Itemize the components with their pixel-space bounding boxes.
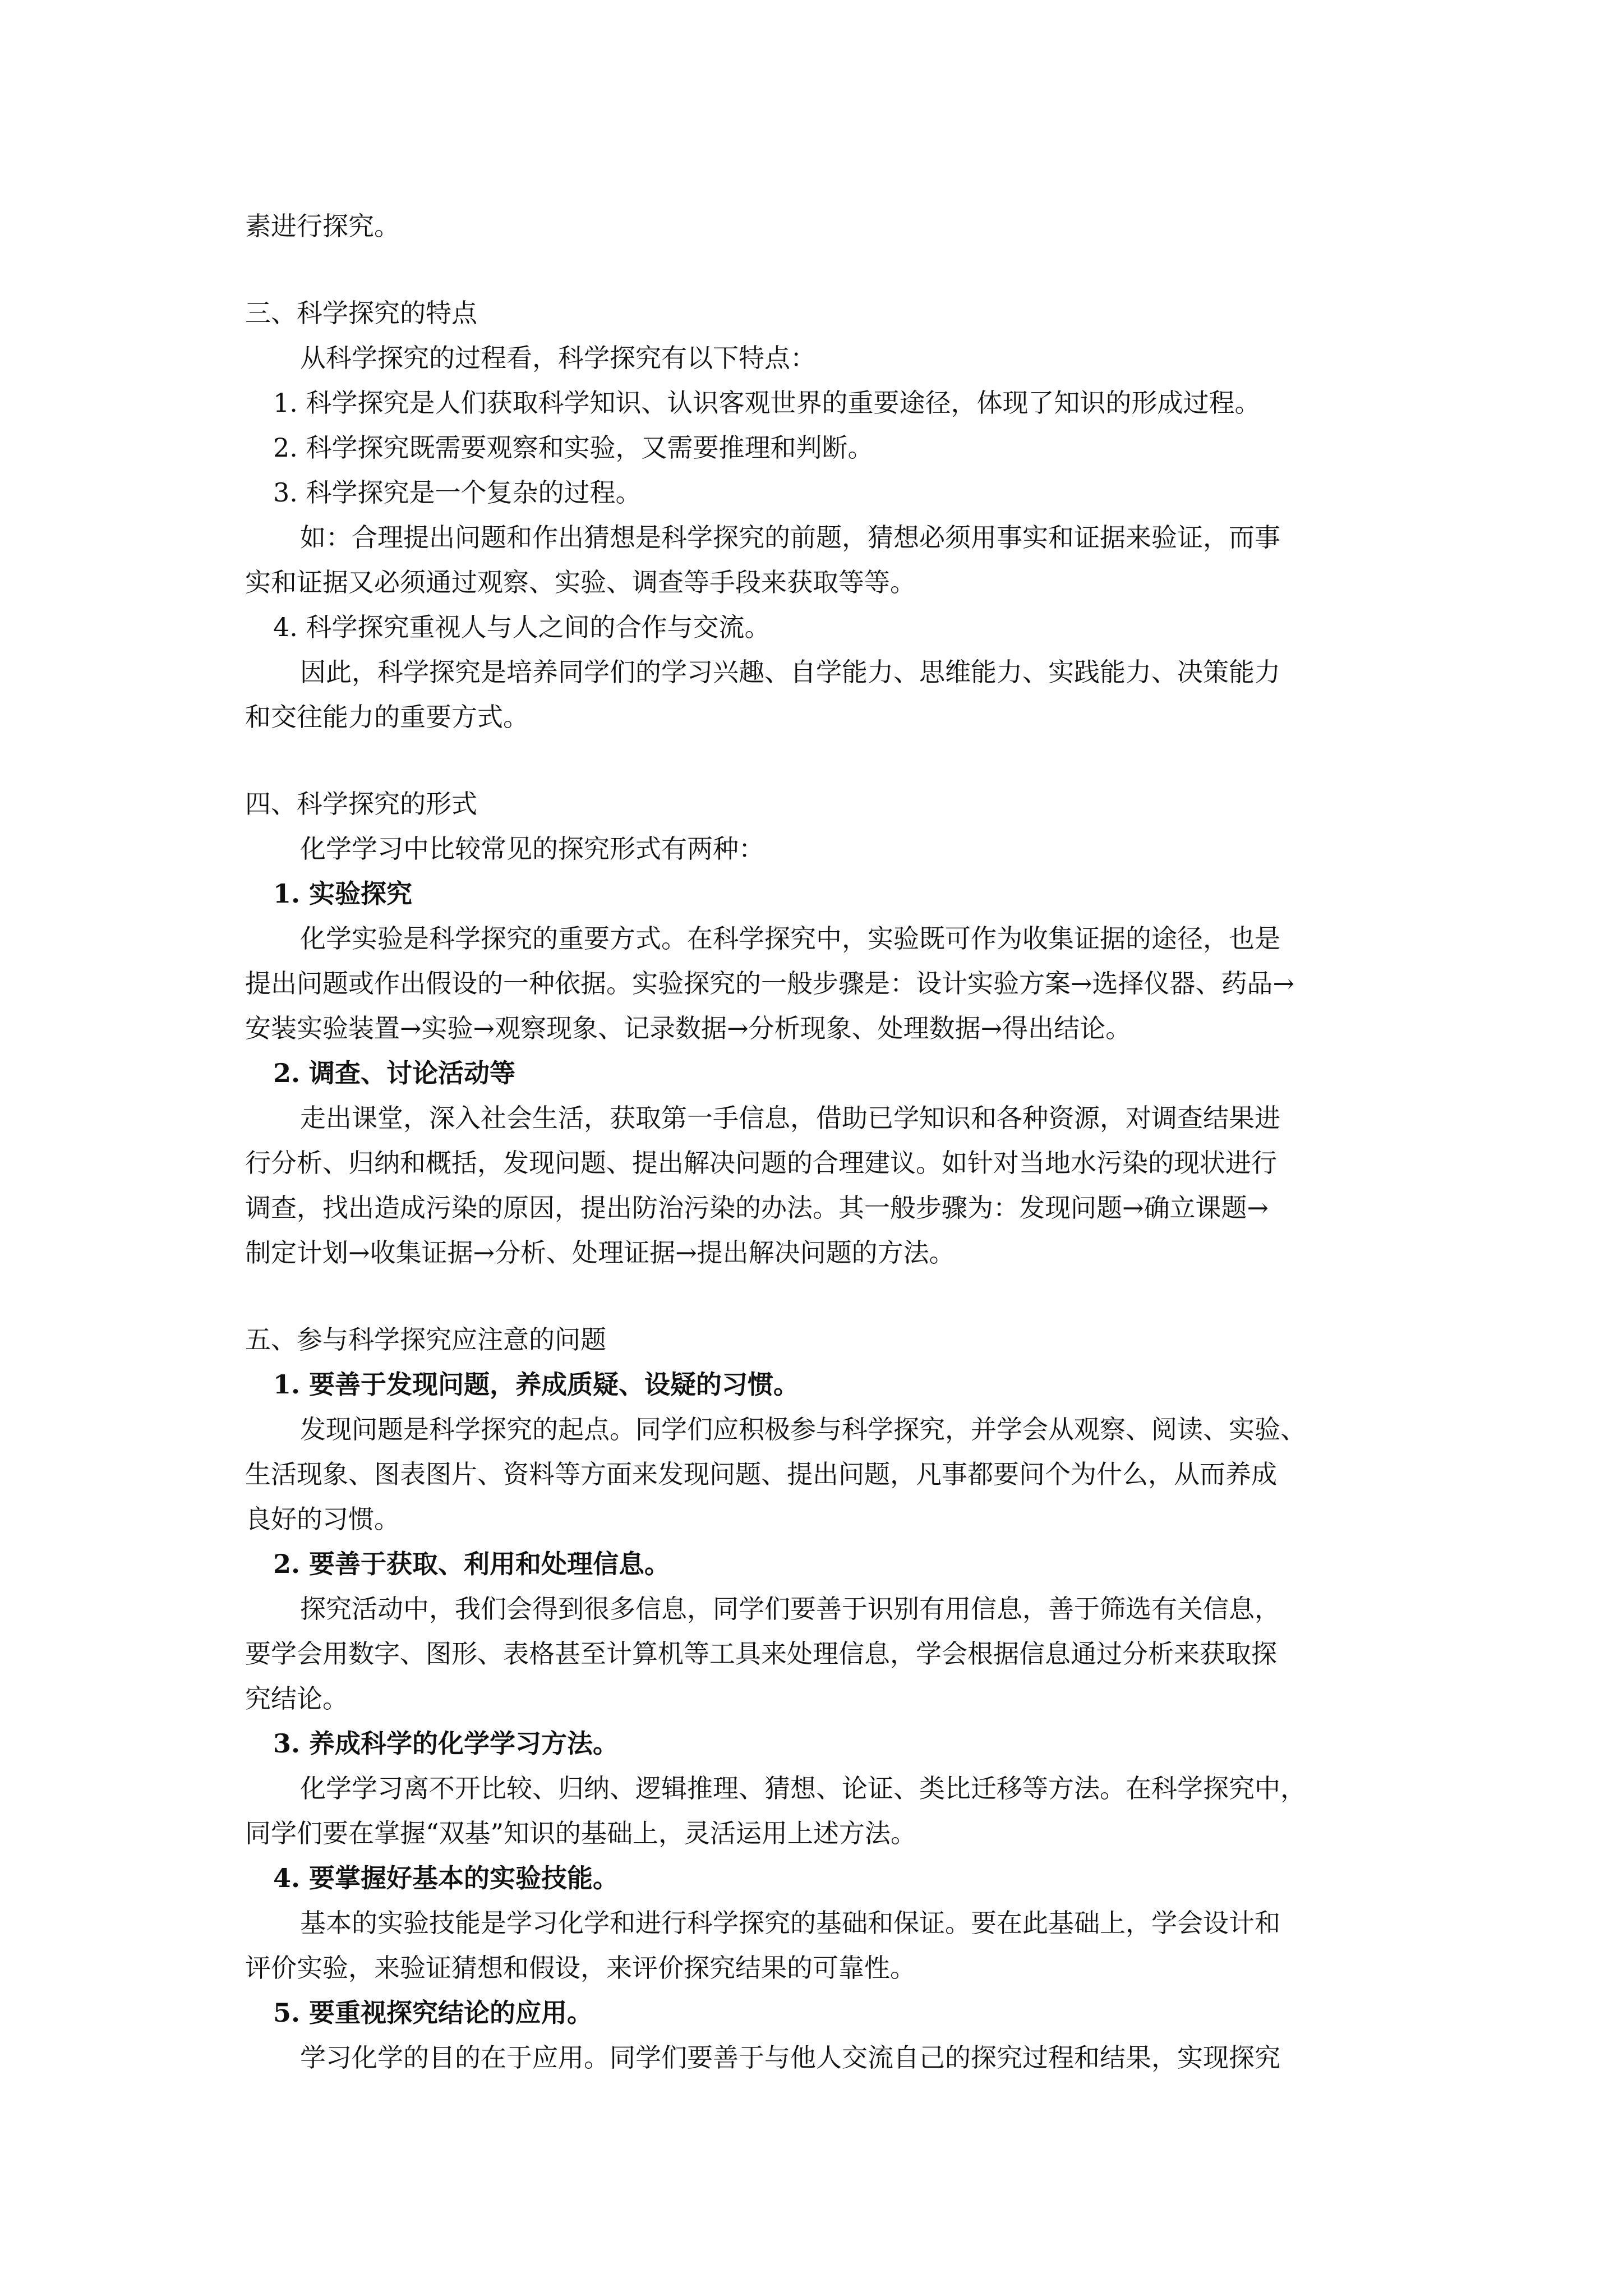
- section3-item-3: 3. 科学探究是一个复杂的过程。: [273, 477, 642, 508]
- section5-point-4-line-2: 评价实验，来验证猜想和假设，来评价探究结果的可靠性。: [245, 1953, 916, 1983]
- section4-lead: 化学学习中比较常见的探究形式有两种：: [300, 834, 764, 864]
- section4-form-1-line-2: 提出问题或作出假设的一种依据。实验探究的一般步骤是：设计实验方案→选择仪器、药品→: [245, 968, 1295, 999]
- section5-heading: 五、参与科学探究应注意的问题: [245, 1324, 606, 1355]
- section5-point-2-line-2: 要学会用数字、图形、表格甚至计算机等工具来处理信息，学会根据信息通过分析来获取探: [245, 1639, 1277, 1669]
- section5-point-3-title: 3. 养成科学的化学学习方法。: [273, 1728, 619, 1759]
- section4-form-2-line-4: 制定计划→收集证据→分析、处理证据→提出解决问题的方法。: [245, 1237, 955, 1268]
- section4-form-1-title: 1. 实验探究: [273, 878, 413, 909]
- section5-point-1-title: 1. 要善于发现问题，养成质疑、设疑的习惯。: [273, 1369, 800, 1400]
- intro-tail-line: 素进行探究。: [245, 211, 400, 241]
- section3-lead: 从科学探究的过程看，科学探究有以下特点：: [300, 343, 816, 373]
- section3-item-4: 4. 科学探究重视人与人之间的合作与交流。: [273, 612, 771, 642]
- section3-conclusion-line-1: 因此，科学探究是培养同学们的学习兴趣、自学能力、思维能力、实践能力、决策能力: [300, 657, 1280, 687]
- section5-point-2-title: 2. 要善于获取、利用和处理信息。: [273, 1549, 671, 1579]
- section5-point-1-line-2: 生活现象、图表图片、资料等方面来发现问题、提出问题，凡事都要问个为什么，从而养成: [245, 1459, 1277, 1489]
- section4-form-1-line-3: 安装实验装置→实验→观察现象、记录数据→分析现象、处理数据→得出结论。: [245, 1013, 1132, 1043]
- section3-conclusion-line-2: 和交往能力的重要方式。: [245, 702, 529, 732]
- section5-point-3-line-1: 化学学习离不开比较、归纳、逻辑推理、猜想、论证、类比迁移等方法。在科学探究中，: [300, 1773, 1306, 1803]
- section4-heading: 四、科学探究的形式: [245, 789, 477, 819]
- section5-point-4-line-1: 基本的实验技能是学习化学和进行科学探究的基础和保证。要在此基础上，学会设计和: [300, 1908, 1280, 1938]
- section4-form-1-line-1: 化学实验是科学探究的重要方式。在科学探究中，实验既可作为收集证据的途径，也是: [300, 923, 1280, 954]
- section5-point-3-line-2: 同学们要在掌握“双基”知识的基础上，灵活运用上述方法。: [245, 1818, 917, 1848]
- section5-point-5-line-1: 学习化学的目的在于应用。同学们要善于与他人交流自己的探究过程和结果，实现探究: [300, 2042, 1280, 2073]
- section3-item-2: 2. 科学探究既需要观察和实验，又需要推理和判断。: [273, 432, 874, 463]
- section5-point-2-line-3: 究结论。: [245, 1683, 348, 1714]
- section5-point-5-title: 5. 要重视探究结论的应用。: [273, 1998, 593, 2028]
- section4-form-2-line-1: 走出课堂，深入社会生活，获取第一手信息，借助已学知识和各种资源，对调查结果进: [300, 1103, 1280, 1133]
- section3-item-1: 1. 科学探究是人们获取科学知识、认识客观世界的重要途径，体现了知识的形成过程。: [273, 388, 1261, 418]
- section3-example-line-1: 如：合理提出问题和作出猜想是科学探究的前题，猜想必须用事实和证据来验证，而事: [300, 522, 1280, 553]
- section4-form-2-line-2: 行分析、归纳和概括，发现问题、提出解决问题的合理建议。如针对当地水污染的现状进行: [245, 1148, 1277, 1178]
- section5-point-1-line-3: 良好的习惯。: [245, 1504, 400, 1534]
- section3-heading: 三、科学探究的特点: [245, 298, 477, 328]
- section3-example-line-2: 实和证据又必须通过观察、实验、调查等手段来获取等等。: [245, 567, 916, 597]
- section5-point-2-line-1: 探究活动中，我们会得到很多信息，同学们要善于识别有用信息，善于筛选有关信息，: [300, 1594, 1280, 1624]
- section4-form-2-line-3: 调查，找出造成污染的原因，提出防治污染的办法。其一般步骤为：发现问题→确立课题→: [245, 1193, 1269, 1223]
- section5-point-4-title: 4. 要掌握好基本的实验技能。: [273, 1863, 619, 1893]
- section4-form-2-title: 2. 调查、讨论活动等: [273, 1058, 516, 1088]
- section5-point-1-line-1: 发现问题是科学探究的起点。同学们应积极参与科学探究，并学会从观察、阅读、实验、: [300, 1414, 1306, 1444]
